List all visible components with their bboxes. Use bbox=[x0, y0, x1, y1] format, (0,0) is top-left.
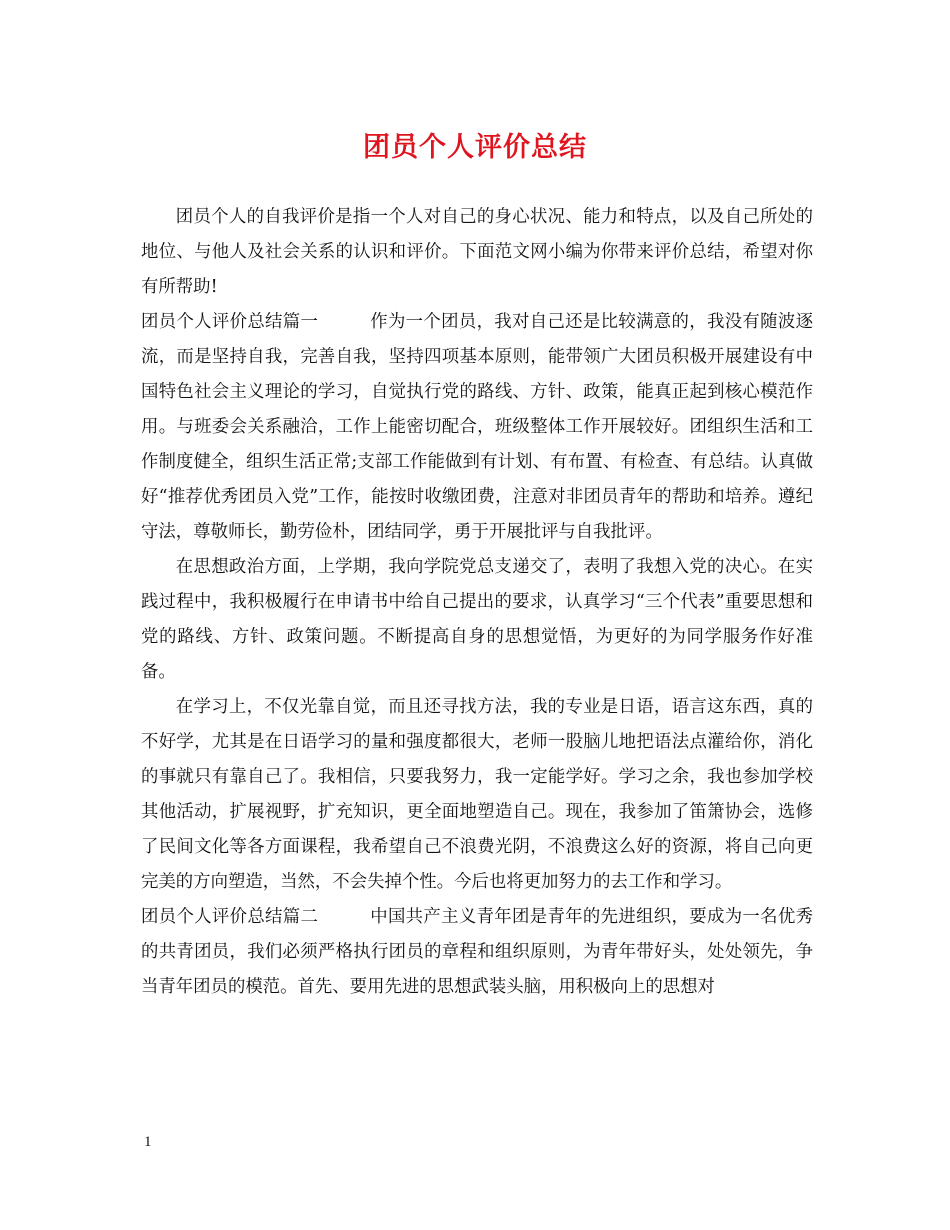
page-number: 1 bbox=[144, 1134, 152, 1150]
section-1-heading: 团员个人评价总结篇一 bbox=[141, 312, 319, 332]
document-title: 团员个人评价总结 bbox=[363, 132, 587, 163]
study-paragraph: 在学习上，不仅光靠自觉，而且还寻找方法，我的专业是日语，语言这东西，真的不好学，尤其是在日语学习的量和强度都很大，老师一股脑儿地把语法点灌给你，消化的事就只有靠自己了。我相信，只要我努力，我一定能学好。学习之余，我也参加学校其他活动，扩展视野，扩充知识，更全面地塑造自己。现在，我参加了笛箫协会，选修了民间文化等各方面课程，我希望自己不浪费光阴，不浪费这么好的资源，将自己向更完美的方向塑造，当然，不会失掉个性。今后也将更加努力的去工作和学习。 bbox=[141, 697, 813, 892]
section-2-paragraph bbox=[141, 900, 813, 1005]
politics-paragraph: 在思想政治方面，上学期，我向学院党总支递交了，表明了我想入党的决心。在实践过程中，我积极履行在申请书中给自己提出的要求，认真学习“三个代表”重要思想和党的路线、方针、政策问题。不断提高自身的思想觉悟，为更好的为同学服务作好准备。 bbox=[141, 557, 813, 682]
section-1-text: 作为一个团员，我对自己还是比较满意的，我没有随波逐流，而是坚持自我，完善自我，坚持四项基本原则，能带领广大团员积极开展建设有中国特色社会主义理论的学习，自觉执行党的路线、方针、政策，能真正起到核心模范作用。与班委会关系融洽，工作上能密切配合，班级整体工作开展较好。团组织生活和工作制度健全，组织生活正常;支部工作能做到有计划、有布置、有检查、有总结。认真做好“推荐优秀团员入党”工作，能按时收缴团费，注意对非团员青年的帮助和培养。遵纪守法，尊敬师长，勤劳俭朴，团结同学，勇于开展批评与自我批评。 bbox=[141, 312, 813, 542]
section-2-heading: 团员个人评价总结篇二 bbox=[141, 907, 319, 927]
document-body bbox=[141, 200, 813, 1005]
intro-paragraph: 团员个人的自我评价是指一个人对自己的身心状况、能力和特点，以及自己所处的地位、与他人及社会关系的认识和评价。下面范文网小编为你带来评价总结，希望对你有所帮助! bbox=[141, 207, 813, 297]
section-1-paragraph bbox=[141, 305, 813, 550]
section-2-text: 中国共产主义青年团是青年的先进组织，要成为一名优秀的共青团员，我们必须严格执行团员的章程和组织原则，为青年带好头，处处领先，争当青年团员的模范。首先、要用先进的思想武装头脑，用积极向上的思想对 bbox=[141, 907, 813, 997]
